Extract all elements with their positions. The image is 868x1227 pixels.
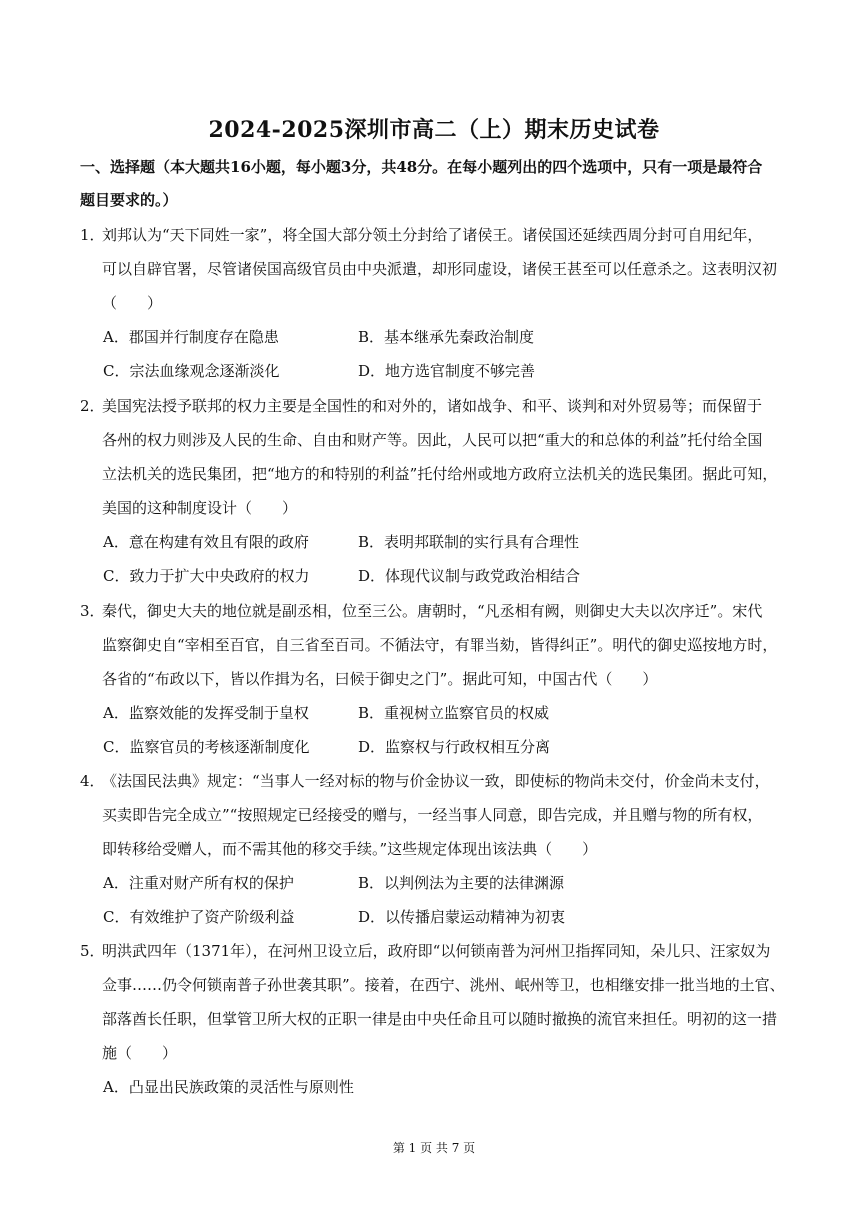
question-line: 佥事……仍令何锁南普子孙世袭其职”。接着，在西宁、洮州、岷州等卫，也相继安排一批当地的土官、 bbox=[102, 976, 785, 994]
question-line: （ ） bbox=[102, 294, 163, 312]
question-1-options bbox=[103, 320, 793, 388]
question-4-options bbox=[103, 866, 793, 934]
question-number: 1． bbox=[80, 226, 105, 244]
question-2 bbox=[80, 389, 800, 525]
question-line: 美国的这种制度设计（ ） bbox=[102, 499, 298, 517]
section-heading-line: 题目要求的。） bbox=[80, 191, 178, 209]
question-line: 立法机关的选民集团，把“地方的和特别的利益”托付给州或地方政府立法机关的选民集团。据此可知， bbox=[102, 465, 778, 483]
option-b[interactable]: B．表明邦联制的实行具有合理性 bbox=[358, 533, 580, 551]
question-line: 明洪武四年（1371年），在河州卫设立后，政府即“以何锁南普为河州卫指挥同知，朵儿只、汪家奴为 bbox=[102, 942, 771, 960]
question-5 bbox=[80, 934, 800, 1070]
question-line: 监察御史自“宰相至百官，自三省至百司。不循法守，有罪当劾，皆得纠正”。明代的御史巡按地方时， bbox=[102, 636, 778, 654]
question-1 bbox=[80, 218, 800, 320]
option-c[interactable]: C．监察官员的考核逐渐制度化 bbox=[103, 738, 310, 756]
section-heading bbox=[80, 151, 800, 217]
option-a[interactable]: A．郡国并行制度存在隐患 bbox=[103, 328, 279, 346]
option-b[interactable]: B．基本继承先秦政治制度 bbox=[358, 328, 535, 346]
question-line: 即转移给受赠人，而不需其他的移交手续。”这些规定体现出该法典（ ） bbox=[102, 840, 598, 858]
option-c[interactable]: C．宗法血缘观念逐渐淡化 bbox=[103, 362, 280, 380]
question-number: 4． bbox=[80, 772, 105, 790]
question-3-options bbox=[103, 696, 793, 764]
question-line: 各州的权力则涉及人民的生命、自由和财产等。因此，人民可以把“重大的和总体的利益”托付给全国 bbox=[102, 431, 763, 449]
option-c[interactable]: C．有效维护了资产阶级利益 bbox=[103, 908, 295, 926]
option-d[interactable]: D．以传播启蒙运动精神为初衷 bbox=[358, 908, 566, 926]
question-line: 各省的“布政以下，皆以作揖为名，曰候于御史之门”。据此可知，中国古代（ ） bbox=[102, 670, 658, 688]
page-title: 2024-2025深圳市高二（上）期末历史试卷 bbox=[208, 117, 660, 143]
question-number: 3． bbox=[80, 602, 105, 620]
question-stem bbox=[102, 764, 800, 866]
question-line: 施（ ） bbox=[102, 1044, 178, 1062]
question-line: 《法国民法典》规定：“当事人一经对标的物与价金协议一致，即使标的物尚未交付，价金尚未支付， bbox=[102, 772, 770, 790]
question-3 bbox=[80, 594, 800, 696]
question-line: 美国宪法授予联邦的权力主要是全国性的和对外的，诸如战争、和平、谈判和对外贸易等；而保留于 bbox=[102, 397, 763, 415]
option-a[interactable]: A．凸显出民族政策的灵活性与原则性 bbox=[103, 1078, 354, 1096]
page-footer: 第 1 页 共 7 页 bbox=[392, 1141, 476, 1155]
question-number: 5． bbox=[80, 942, 105, 960]
question-line: 部落酋长任职，但掌管卫所大权的正职一律是由中央任命且可以随时撤换的流官来担任。明初的这一措 bbox=[102, 1010, 778, 1028]
option-a[interactable]: A．意在构建有效且有限的政府 bbox=[103, 533, 309, 551]
option-d[interactable]: D．地方选官制度不够完善 bbox=[358, 362, 536, 380]
option-a[interactable]: A．监察效能的发挥受制于皇权 bbox=[103, 704, 309, 722]
option-b[interactable]: B．以判例法为主要的法律渊源 bbox=[358, 874, 565, 892]
question-2-options bbox=[103, 525, 793, 593]
section-heading-line: 一、选择题（本大题共16小题，每小题3分，共48分。在每小题列出的四个选项中，只有一项是最符合 bbox=[80, 158, 763, 176]
question-5-options bbox=[103, 1070, 793, 1104]
option-d[interactable]: D．监察权与行政权相互分离 bbox=[358, 738, 551, 756]
question-number: 2． bbox=[80, 397, 105, 415]
option-d[interactable]: D．体现代议制与政党政治相结合 bbox=[358, 567, 581, 585]
question-line: 秦代，御史大夫的地位就是副丞相，位至三公。唐朝时，“凡丞相有阙，则御史大夫以次序迁”。宋代 bbox=[102, 602, 763, 620]
question-stem bbox=[102, 218, 800, 320]
option-a[interactable]: A．注重对财产所有权的保护 bbox=[103, 874, 294, 892]
question-stem bbox=[102, 934, 800, 1070]
option-c[interactable]: C．致力于扩大中央政府的权力 bbox=[103, 567, 310, 585]
question-4 bbox=[80, 764, 800, 866]
question-stem bbox=[102, 594, 800, 696]
option-b[interactable]: B．重视树立监察官员的权威 bbox=[358, 704, 550, 722]
question-line: 买卖即告完全成立”“按照规定已经接受的赠与，一经当事人同意，即告完成，并且赠与物的所有权， bbox=[102, 806, 763, 824]
question-line: 可以自辟官署，尽管诸侯国高级官员由中央派遣，却形同虚设，诸侯王甚至可以任意杀之。这表明汉初 bbox=[102, 260, 778, 278]
question-line: 刘邦认为“天下同姓一家”，将全国大部分领土分封给了诸侯王。诸侯国还延续西周分封可自用纪年， bbox=[102, 226, 763, 244]
question-stem bbox=[102, 389, 800, 525]
